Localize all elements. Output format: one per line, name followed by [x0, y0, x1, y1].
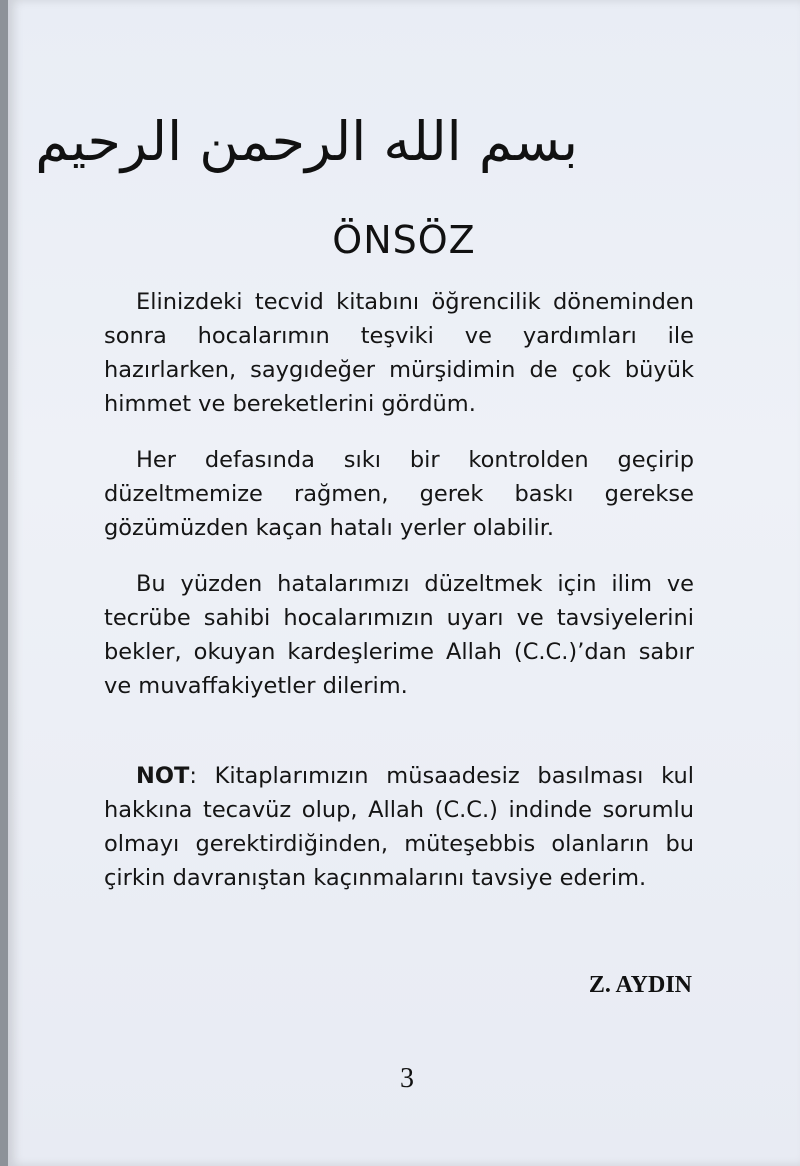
paragraph-2: Her defasında sıkı bir kontrolden geçirip düzeltmemize rağmen, gerek baskı gerekse gözümüzden kaçan hatalı yerler olabilir. [104, 447, 694, 541]
bismillah-calligraphy: بسم الله الرحمن الرحيم [35, 110, 578, 173]
note-text: : Kitaplarımızın müsaadesiz basılması kul hakkına tecavüz olup, Allah (C.C.) indinde sorumlu olmayı gerektirdiğinden, müteşebbis olanların bu çirkin davranıştan kaçınmalarını tavsiye ederim. [104, 763, 694, 891]
page-title: ÖNSÖZ [332, 218, 476, 262]
paragraph-3: Bu yüzden hatalarımızı düzeltmek için ilim ve tecrübe sahibi hocalarımızın uyarı ve tavsiyelerini bekler, okuyan kardeşlerime Allah (C.C.)’dan sabır ve muvaffakiyetler dilerim. [104, 571, 694, 699]
paragraph-1: Elinizdeki tecvid kitabını öğrencilik döneminden sonra hocalarımın teşviki ve yardımları ile hazırlarken, saygıdeğer mürşidimin de çok büyük himmet ve bereketlerini gördüm. [104, 289, 694, 417]
note-paragraph [104, 759, 694, 895]
author-signature: Z. AYDIN [588, 972, 692, 998]
note-label: NOT [136, 763, 190, 789]
page-number: 3 [400, 1063, 414, 1094]
book-page [8, 0, 800, 1166]
preface-body [104, 285, 694, 917]
